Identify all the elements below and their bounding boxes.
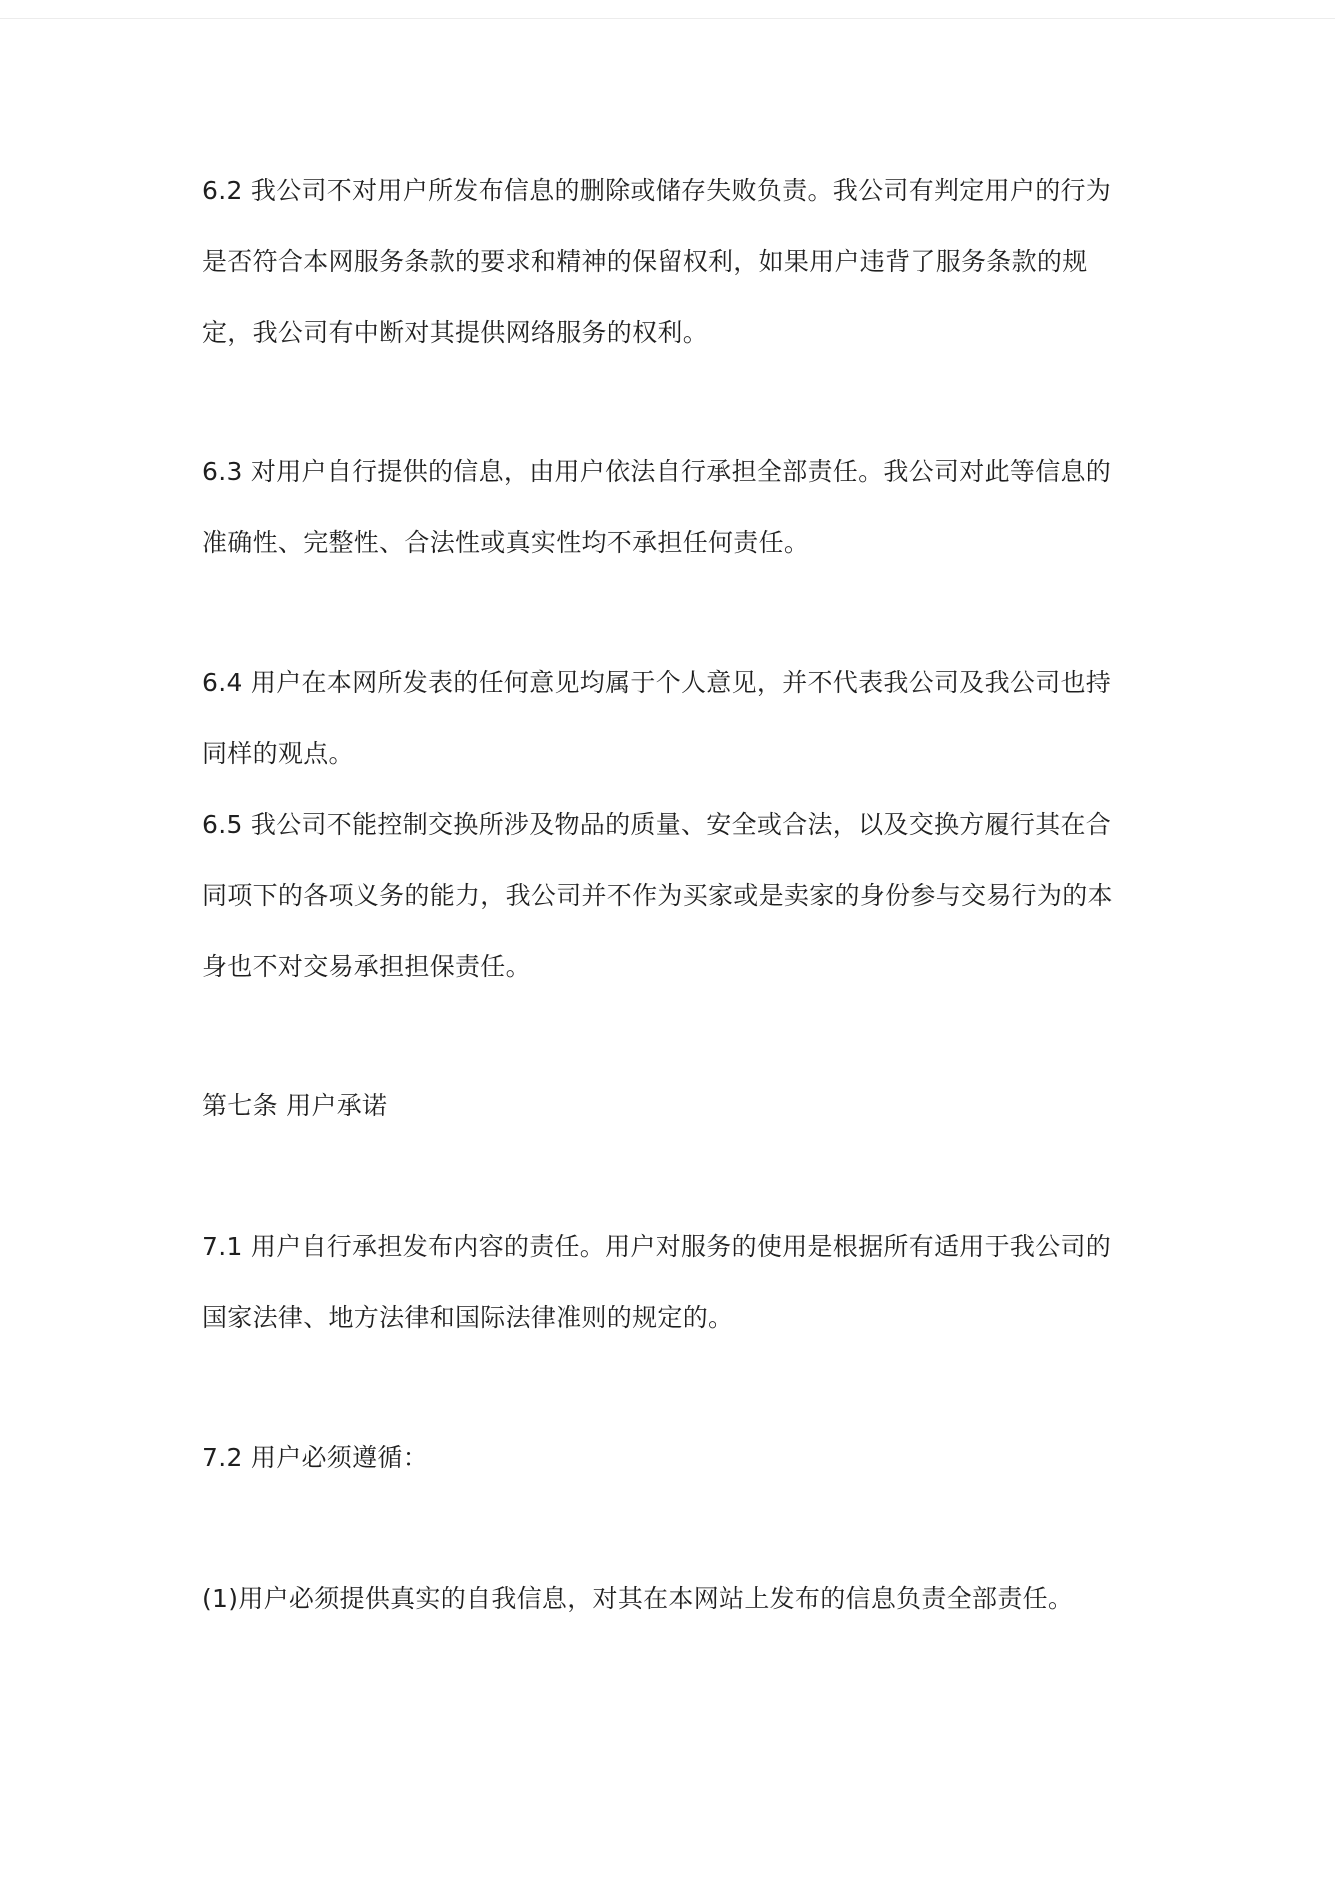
- paragraph-line: 同项下的各项义务的能力，我公司并不作为买家或是卖家的身份参与交易行为的本: [202, 881, 1113, 910]
- paragraph-6-2: [202, 155, 1142, 368]
- paragraph-6-5: [202, 789, 1142, 1002]
- paragraph-7-2-1: [202, 1563, 1142, 1634]
- paragraph-line: 身也不对交易承担担保责任。: [202, 952, 531, 981]
- paragraph-line: 定，我公司有中断对其提供网络服务的权利。: [202, 318, 709, 347]
- article-7-heading: [202, 1070, 1142, 1141]
- paragraph-line: 7.2 用户必须遵循：: [202, 1443, 429, 1472]
- paragraph-line: 6.3 对用户自行提供的信息，由用户依法自行承担全部责任。我公司对此等信息的: [202, 457, 1112, 486]
- paragraph-line: (1)用户必须提供真实的自我信息，对其在本网站上发布的信息负责全部责任。: [202, 1584, 1074, 1613]
- paragraph-line: 国家法律、地方法律和国际法律准则的规定的。: [202, 1303, 734, 1332]
- paragraph-line: 6.2 我公司不对用户所发布信息的删除或储存失败负责。我公司有判定用户的行为: [202, 176, 1112, 205]
- paragraph-7-1: [202, 1211, 1142, 1353]
- paragraph-6-3: [202, 436, 1142, 578]
- paragraph-7-2: [202, 1422, 1142, 1493]
- paragraph-line: 准确性、完整性、合法性或真实性均不承担任何责任。: [202, 528, 810, 557]
- paragraph-line: 同样的观点。: [202, 739, 354, 768]
- paragraph-line: 6.4 用户在本网所发表的任何意见均属于个人意见，并不代表我公司及我公司也持: [202, 668, 1112, 697]
- page-top-edge: [0, 18, 1335, 19]
- paragraph-line: 7.1 用户自行承担发布内容的责任。用户对服务的使用是根据所有适用于我公司的: [202, 1232, 1112, 1261]
- paragraph-line: 6.5 我公司不能控制交换所涉及物品的质量、安全或合法，以及交换方履行其在合: [202, 810, 1112, 839]
- paragraph-line: 是否符合本网服务条款的要求和精神的保留权利，如果用户违背了服务条款的规: [202, 247, 1088, 276]
- section-heading: 第七条 用户承诺: [202, 1091, 388, 1120]
- paragraph-6-4: [202, 647, 1142, 789]
